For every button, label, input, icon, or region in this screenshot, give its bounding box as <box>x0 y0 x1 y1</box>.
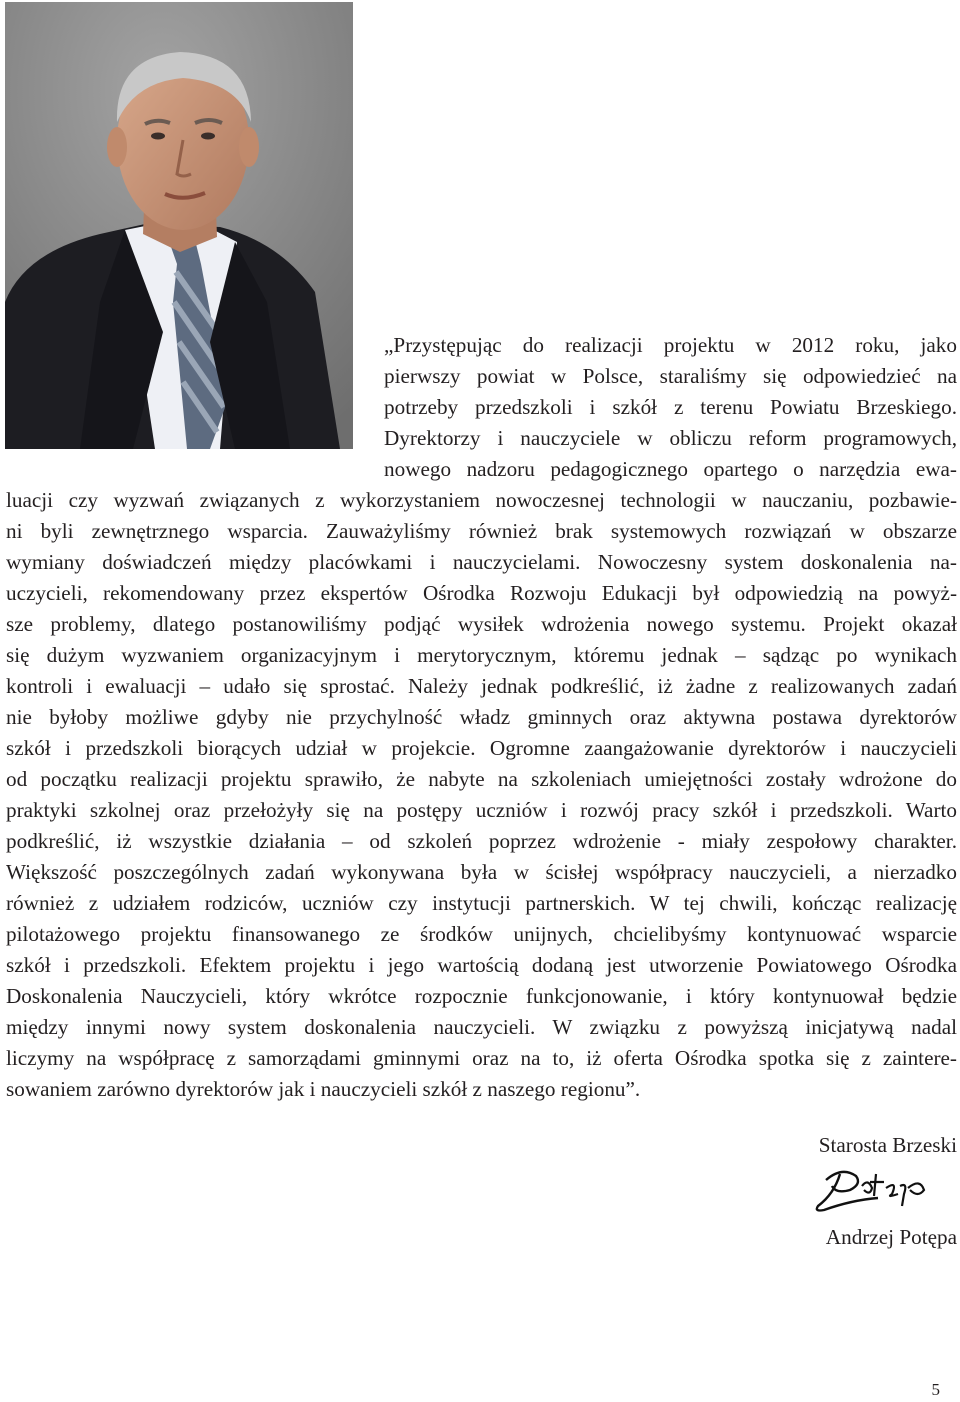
body-line: potrzeby przedszkoli i szkół z terenu Powiatu Brzeskiego. <box>384 395 957 419</box>
body-line: pilotażowego projektu finansowanego ze środków unijnych, chcielibyśmy kontynuować wsparcie <box>6 922 957 946</box>
handwritten-signature <box>812 1160 940 1220</box>
signatory-title: Starosta Brzeski <box>818 1133 957 1157</box>
body-line: praktyki szkolnej oraz przełożyły się na postępy uczniów i rozwój pracy szkół i przedszkoli. Warto <box>6 798 957 822</box>
body-line: się dużym wyzwaniem organizacyjnym i merytorycznym, któremu jednak – sądząc po wynikach <box>6 643 957 667</box>
body-line: uczycieli, rekomendowany przez ekspertów Ośrodka Rozwoju Edukacji był odpowiedzią na powyż- <box>6 581 957 605</box>
body-line: kontroli i ewaluacji – udało się sprostać. Należy jednak podkreślić, iż żadne z realizowanych zadań <box>6 674 957 698</box>
body-line: nie byłoby możliwe gdyby nie przychylność władz gminnych oraz aktywna postawa dyrektorów <box>6 705 957 729</box>
body-line: sowaniem zarówno dyrektorów jak i nauczycieli szkół z naszego regionu”. <box>6 1077 641 1101</box>
body-line: Doskonalenia Nauczycieli, który wkrótce rozpocznie funkcjonowanie, i który kontynuował będzie <box>6 984 957 1008</box>
body-line: między innymi nowy system doskonalenia nauczycieli. W związku z powyższą inicjatywą nadal <box>6 1015 957 1039</box>
body-line: Większość poszczególnych zadań wykonywana była w ścisłej współpracy nauczycieli, a nierzadko <box>6 860 957 884</box>
page-number: 5 <box>931 1380 940 1399</box>
body-line: luacji czy wyzwań związanych z wykorzystaniem nowoczesnej technologii w nauczaniu, pozbawie- <box>6 488 957 512</box>
body-line: szkół i przedszkoli. Efektem projektu i jego wartością dodaną jest utworzenie Powiatowego Ośrodka <box>6 953 957 977</box>
body-line: nowego nadzoru pedagogicznego opartego o narzędzia ewa- <box>384 457 957 481</box>
body-line: „Przystępując do realizacji projektu w 2012 roku, jako <box>384 333 957 357</box>
body-line: liczymy na współpracę z samorządami gminnymi oraz na to, iż oferta Ośrodka spotka się z zaintere- <box>6 1046 957 1070</box>
body-line: sze problemy, dlatego postanowiliśmy podjąć wysiłek wdrożenia nowego systemu. Projekt okazał <box>6 612 957 636</box>
portrait-photo <box>5 2 353 449</box>
body-line: podkreślić, iż wszystkie działania – od szkoleń poprzez wdrożenie - miały zespołowy charakter. <box>6 829 957 853</box>
signatory-name: Andrzej Potępa <box>825 1225 957 1249</box>
body-line: od początku realizacji projektu sprawiło, że nabyte na szkoleniach umiejętności zostały wdrożone do <box>6 767 957 791</box>
body-line: szkół i przedszkoli biorących udział w projekcie. Ogromne zaangażowanie dyrektorów i nauczycieli <box>6 736 957 760</box>
body-line: wymiany doświadczeń między placówkami i nauczycielami. Nowoczesny system doskonalenia na- <box>6 550 957 574</box>
body-line: również z udziałem rodziców, uczniów czy instytucji partnerskich. W tej chwili, kończąc realizację <box>6 891 957 915</box>
body-line: pierwszy powiat w Polsce, staraliśmy się odpowiedzieć na <box>384 364 957 388</box>
body-line: Dyrektorzy i nauczyciele w obliczu reform programowych, <box>384 426 957 450</box>
body-line: ni byli zewnętrznego wsparcia. Zauważyliśmy również brak systemowych rozwiązań w obszarze <box>6 519 957 543</box>
